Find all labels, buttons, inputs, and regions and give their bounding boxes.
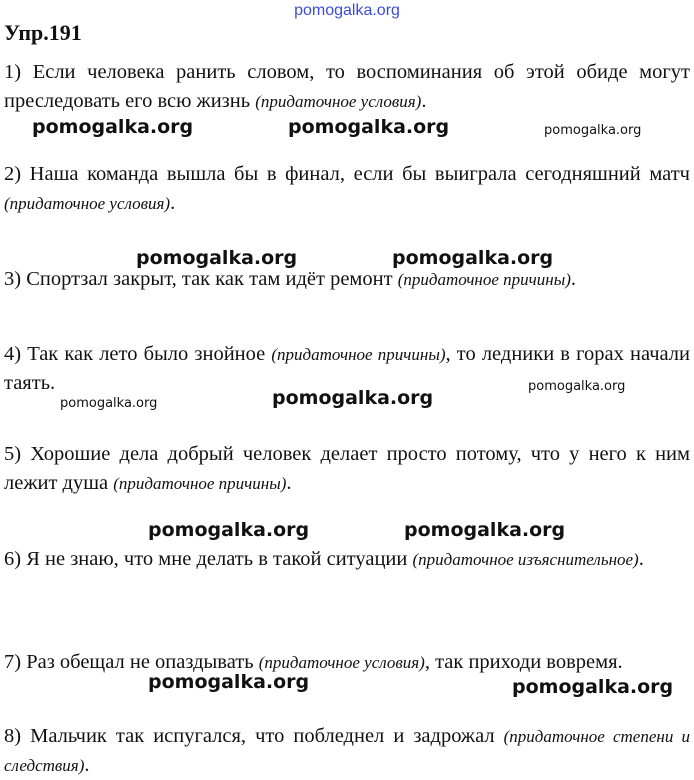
- sentence-tail: .: [570, 268, 576, 290]
- sentence-text: 1) Если человека ранить словом, то воспоминания об этой обиде могут преследовать его всю жизнь: [4, 61, 690, 112]
- watermark: pomogalka.org: [148, 671, 310, 693]
- sentence-tail: , так приходи вовремя.: [424, 651, 623, 673]
- watermark: pomogalka.org: [148, 519, 310, 541]
- sentence-note: (придаточное условия): [258, 653, 425, 672]
- sentence-note: (придаточное изъяснительное): [412, 550, 639, 569]
- sentence-tail: , то ледники в горах начали таять.: [4, 343, 691, 394]
- watermark: pomogalka.org: [404, 519, 566, 541]
- exercise-title: Упр.191: [4, 20, 82, 45]
- sentence-note: (придаточное условия): [4, 194, 171, 213]
- watermark: pomogalka.org: [544, 123, 642, 138]
- sentence-2: [4, 160, 690, 218]
- sentence-note: (придаточное причины): [271, 345, 446, 364]
- sentence-text: 5) Хорошие дела добрый человек делает просто потому, что у него к ним лежит душа: [4, 443, 690, 494]
- sentence-tail: .: [638, 548, 644, 570]
- sentence-3: [4, 265, 690, 294]
- sentence-1: [4, 58, 690, 116]
- sentence-text: 4) Так как лето было знойное: [4, 343, 272, 365]
- watermark: pomogalka.org: [272, 387, 434, 409]
- sentence-text: 6) Я не знаю, что мне делать в такой ситуации: [4, 548, 413, 570]
- sentence-tail: .: [421, 90, 427, 112]
- watermark: pomogalka.org: [528, 379, 626, 394]
- watermark: pomogalka.org: [288, 116, 450, 138]
- sentence-tail: .: [84, 754, 90, 776]
- sentence-note: (придаточное условия): [255, 92, 422, 111]
- sentence-text: 2) Наша команда вышла бы в финал, если бы выиграла сегодняшний матч: [4, 163, 690, 185]
- sentence-tail: .: [286, 472, 292, 494]
- sentence-note: (придаточное причины): [113, 474, 287, 493]
- sentence-5: [4, 440, 690, 498]
- header-watermark: pomogalka.org: [294, 2, 400, 19]
- sentence-6: [4, 545, 690, 574]
- watermark: pomogalka.org: [136, 247, 298, 269]
- sentence-tail: .: [170, 192, 176, 214]
- sentence-note: (придаточное причины): [397, 270, 571, 289]
- sentence-note: (придаточное степени и следствия): [4, 727, 690, 775]
- sentence-text: 7) Раз обещал не опаздывать: [4, 651, 259, 673]
- watermark: pomogalka.org: [32, 116, 194, 138]
- watermark: pomogalka.org: [512, 676, 674, 698]
- sentence-7: [4, 648, 690, 677]
- watermark: pomogalka.org: [392, 247, 554, 269]
- sentence-text: 8) Мальчик так испугался, что побледнел и задрожал: [4, 725, 504, 747]
- sentence-text: 3) Спортзал закрыт, так как там идёт ремонт: [4, 268, 398, 290]
- sentence-8: [4, 722, 690, 780]
- watermark: pomogalka.org: [60, 396, 158, 411]
